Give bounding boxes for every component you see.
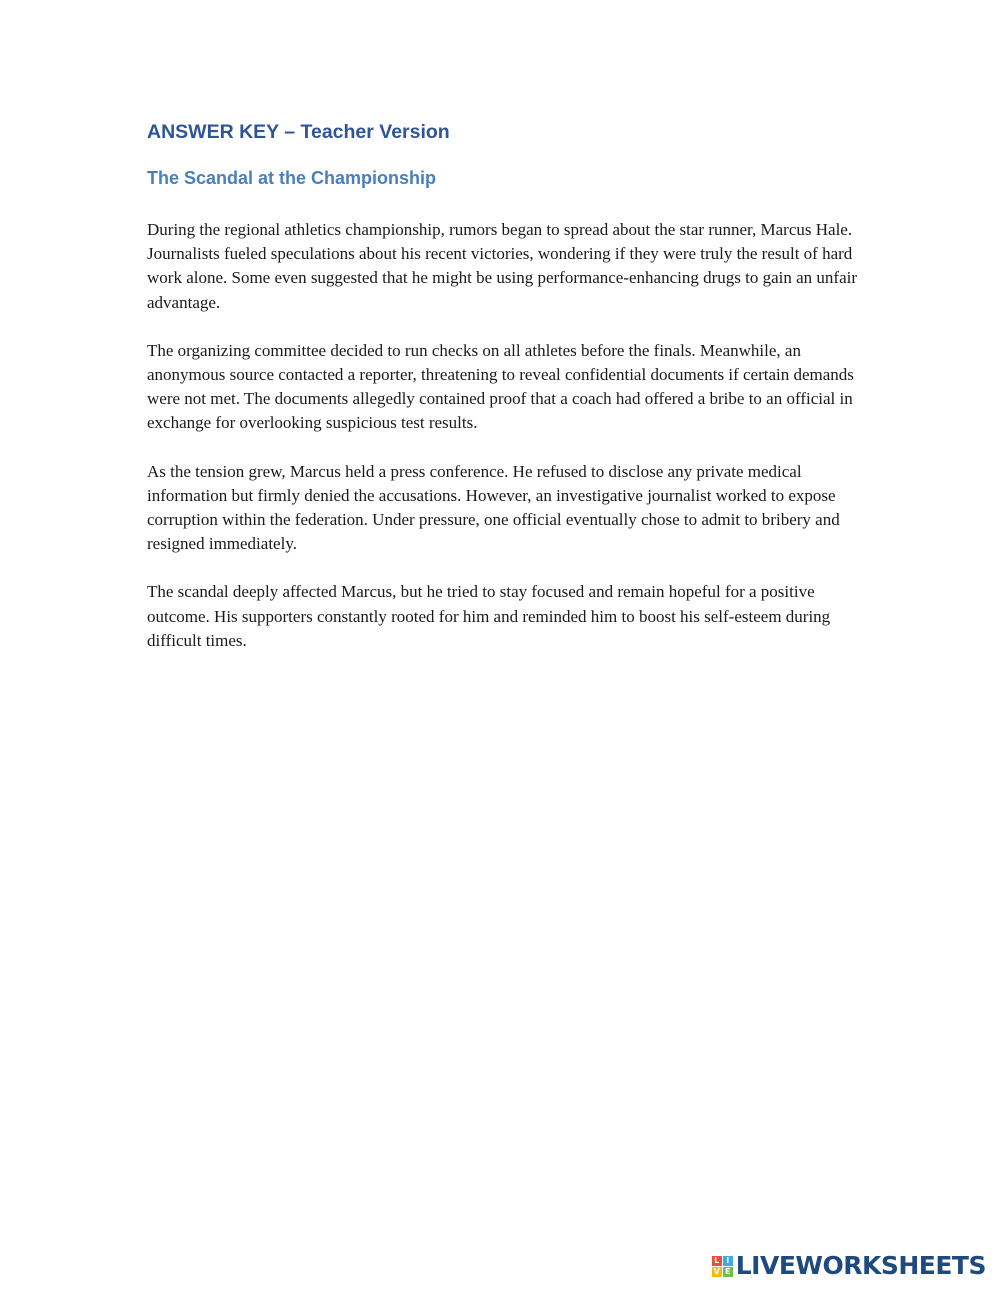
liveworksheets-logo xyxy=(712,1252,986,1280)
logo-mark-icon xyxy=(712,1256,733,1277)
logo-mark-letter: E xyxy=(723,1267,733,1277)
logo-mark-letter: L xyxy=(712,1256,722,1266)
paragraph-3: As the tension grew, Marcus held a press conference. He refused to disclose any private medical information but firmly denied the accusations. However, an investigative journalist worked to expose corruption within the federation. Under pressure, one official eventually chose to admit to bribery and resigned immediately. xyxy=(147,461,840,554)
paragraph-1: During the regional athletics championship, rumors began to spread about the star runner, Marcus Hale. Journalists fueled speculations about his recent victories, wondering if they were truly the result of hard work alone. Some even suggested that he might be using performance-enhancing drugs to gain an unfair advantage. xyxy=(147,220,858,312)
paragraph-4: The scandal deeply affected Marcus, but he tried to stay focused and remain hopeful for a positive outcome. His supporters constantly rooted for him and reminded him to boost his self-esteem during difficult times. xyxy=(147,582,831,650)
story-title: The Scandal at the Championship xyxy=(147,168,437,188)
logo-text: LIVEWORKSHEETS xyxy=(735,1251,986,1280)
page-title: ANSWER KEY – Teacher Version xyxy=(147,121,450,143)
paragraph-2: The organizing committee decided to run checks on all athletes before the finals. Meanwhile, an anonymous source contacted a reporter, threatening to reveal confidential documents if certain demands were not met. The documents allegedly contained proof that a coach had offered a bribe to an official in exchange for overlooking suspicious test results. xyxy=(147,340,854,433)
logo-mark-letter: V xyxy=(713,1266,720,1276)
logo-mark-letter: I xyxy=(723,1256,733,1266)
document-content xyxy=(147,118,857,653)
